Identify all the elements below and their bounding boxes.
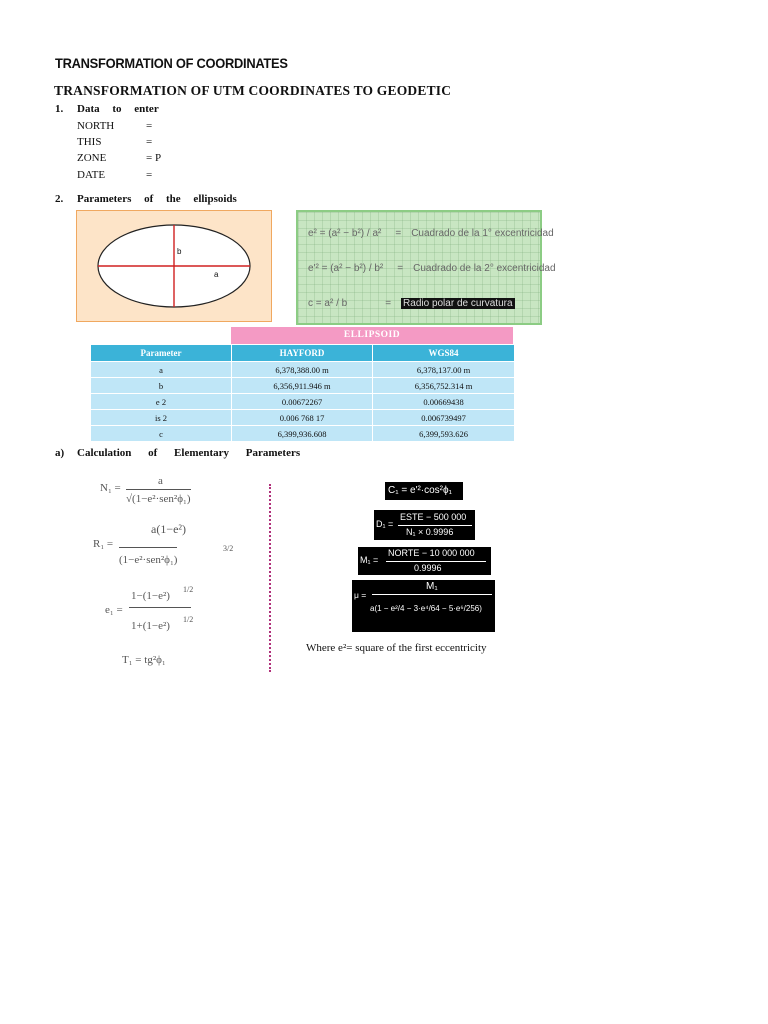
field-value-date: = xyxy=(146,169,153,181)
formula-m1-bar xyxy=(386,561,486,562)
column-header-hayford: HAYFORD xyxy=(232,345,373,362)
formula-r1-exp: 3/2 xyxy=(223,544,234,553)
formula-d1 xyxy=(374,510,475,540)
table-cell: a xyxy=(91,362,232,378)
formula-n1-lhs: N₁ = xyxy=(100,482,121,494)
field-label-zone: ZONE xyxy=(77,152,107,164)
section-2-heading: Parameters of the ellipsoids xyxy=(77,193,237,205)
ellipse-svg xyxy=(77,211,271,321)
formula-n1-num: a xyxy=(158,475,163,487)
section-1-heading: Data to enter xyxy=(77,103,159,115)
formula-mu-lhs: μ = xyxy=(354,590,367,600)
section-a-number: a) xyxy=(55,447,65,459)
formula-m1 xyxy=(358,547,491,575)
page-title: TRANSFORMATION OF COORDINATES xyxy=(55,55,288,71)
table-cell: 0.006739497 xyxy=(373,410,515,426)
table-cell: 0.006 768 17 xyxy=(232,410,373,426)
formula-3-eq: = xyxy=(385,298,392,309)
field-value-this: = xyxy=(146,136,153,148)
table-cell: b xyxy=(91,378,232,394)
ellipsoid-formulas-box xyxy=(296,210,556,325)
page-subtitle: TRANSFORMATION OF UTM COORDINATES TO GEODETIC xyxy=(54,83,452,98)
formula-c1: C₁ = e'²·cos²ϕ₁ xyxy=(385,482,463,500)
formula-e1-exp-top: 1/2 xyxy=(183,585,194,594)
table-cell: 6,356,752.314 m xyxy=(373,378,515,394)
table-cell: 6,378,137.00 m xyxy=(373,362,515,378)
table-cell: 6,399,593.626 xyxy=(373,426,515,442)
formula-polar-radius xyxy=(308,298,515,309)
formula-e1-num: 1−(1−e²) xyxy=(131,590,170,602)
eccentricity-note: Where e²= square of the first eccentricity xyxy=(306,642,487,654)
table-cell: 0.00669438 xyxy=(373,394,515,410)
table-header-row xyxy=(91,345,515,362)
table-cell: 6,399,936.608 xyxy=(232,426,373,442)
table-cell: 6,378,388.00 m xyxy=(232,362,373,378)
formula-e1-lhs: e₁ = xyxy=(105,604,123,616)
label-b: b xyxy=(177,247,182,256)
formula-e1-exp-bottom: 1/2 xyxy=(183,615,194,624)
formula-first-eccentricity xyxy=(308,228,554,239)
column-header-wgs84: WGS84 xyxy=(373,345,515,362)
field-label-this: THIS xyxy=(77,136,102,148)
column-divider xyxy=(269,484,271,672)
formula-2-lhs: e'² = (a² − b²) / b² xyxy=(308,263,384,274)
formula-t1: T₁ = tg²ϕ₁ xyxy=(122,654,166,666)
formula-e1-den: 1+(1−e²) xyxy=(131,620,170,632)
formula-1-desc: Cuadrado de la 1° excentricidad xyxy=(411,228,554,239)
formula-1-eq: = xyxy=(395,228,402,239)
table-row xyxy=(91,394,515,410)
table-cell: 6,356,911.946 m xyxy=(232,378,373,394)
section-2-number: 2. xyxy=(55,193,64,205)
formula-mu xyxy=(352,580,495,632)
formula-mu-num: M₁ xyxy=(426,581,438,592)
table-cell: 0.00672267 xyxy=(232,394,373,410)
formula-3-desc: Radio polar de curvatura xyxy=(403,298,513,309)
formula-second-eccentricity xyxy=(308,263,556,274)
ellipsoid-group-header: ELLIPSOID xyxy=(231,327,513,344)
formula-d1-bar xyxy=(398,525,472,526)
formula-3-lhs: c = a² / b xyxy=(308,298,348,309)
formula-2-desc: Cuadrado de la 2° excentricidad xyxy=(413,263,556,274)
table-cell: e 2 xyxy=(91,394,232,410)
section-a-heading: Calculation of Elementary Parameters xyxy=(77,447,301,459)
field-value-zone: = P xyxy=(146,152,162,164)
formula-r1-num: a(1−e²) xyxy=(151,522,187,536)
table-row xyxy=(91,378,515,394)
table-row xyxy=(91,426,515,442)
formula-e1-fraction-bar xyxy=(129,607,191,608)
formula-2-eq: = xyxy=(397,263,404,274)
formula-mu-den: a(1 − e²/4 − 3·e⁴/64 − 5·e⁶/256) xyxy=(370,604,482,613)
formula-m1-num: NORTE − 10 000 000 xyxy=(388,548,475,558)
formula-r1-den: (1−e²·sen²ϕ₁) xyxy=(119,547,177,566)
formula-d1-den: N₁ × 0.9996 xyxy=(406,527,454,537)
formula-1-lhs: e² = (a² − b²) / a² xyxy=(308,228,382,239)
formula-m1-lhs: M₁ = xyxy=(360,555,379,565)
formula-m1-den: 0.9996 xyxy=(414,563,442,573)
field-value-north: = xyxy=(146,120,153,132)
column-header-parameter: Parameter xyxy=(91,345,232,362)
formula-n1-den: √(1−e²·sen²ϕ₁) xyxy=(126,489,191,505)
section-1-number: 1. xyxy=(55,103,64,115)
formula-d1-num: ESTE − 500 000 xyxy=(400,512,467,522)
field-label-date: DATE xyxy=(77,169,106,181)
formula-mu-bar xyxy=(372,594,492,595)
table-cell: is 2 xyxy=(91,410,232,426)
formula-d1-lhs: D₁ = xyxy=(376,519,394,529)
table-row xyxy=(91,362,515,378)
ellipse-diagram xyxy=(76,210,272,322)
label-a: a xyxy=(214,270,219,279)
ellipsoid-table xyxy=(90,344,515,442)
field-label-north: NORTH xyxy=(77,120,115,132)
table-row xyxy=(91,410,515,426)
table-cell: c xyxy=(91,426,232,442)
formula-r1-lhs: R₁ = xyxy=(93,538,114,550)
